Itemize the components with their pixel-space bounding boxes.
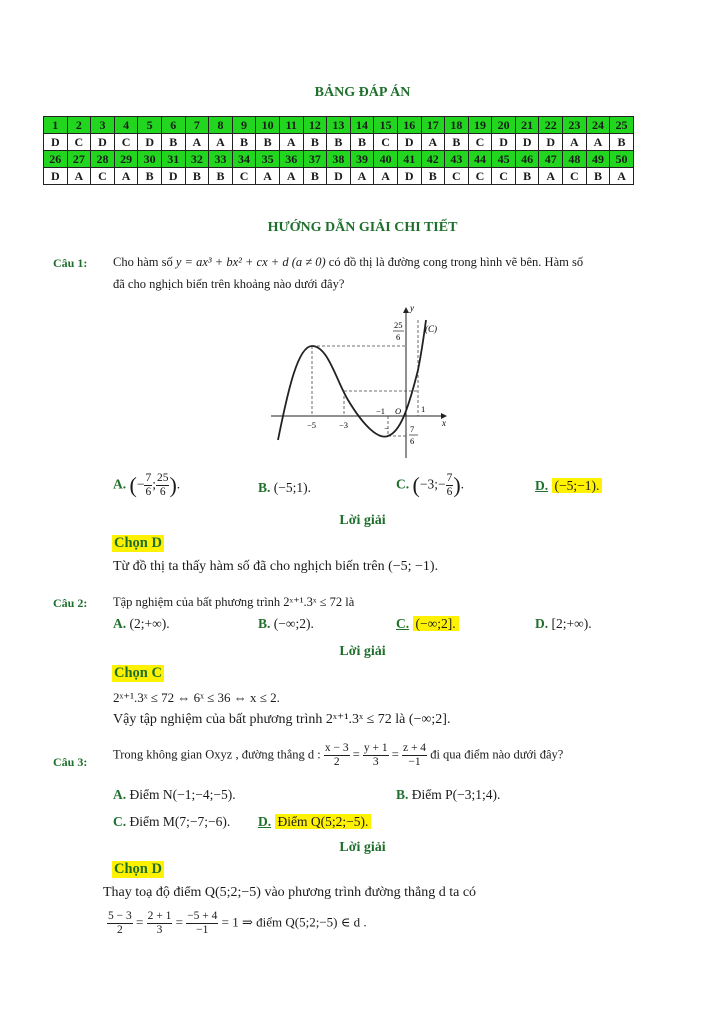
q3-explanation: Thay toạ độ điểm Q(5;2;−5) vào phương trình đường thẳng d ta có bbox=[103, 885, 477, 900]
q3-choice: Chọn D bbox=[114, 861, 162, 877]
answer-letter-cell: B bbox=[445, 134, 469, 151]
tick-m3: −3 bbox=[339, 420, 349, 430]
answer-letter-cell: C bbox=[468, 134, 492, 151]
q2-solution-title: Lời giải bbox=[339, 644, 386, 659]
answer-number-cell: 41 bbox=[397, 151, 421, 168]
q1-option-b[interactable]: B. (−5;1). bbox=[258, 480, 311, 495]
answer-number-cell: 12 bbox=[303, 117, 327, 134]
answer-letter-cell: B bbox=[350, 134, 374, 151]
answer-number-cell: 40 bbox=[374, 151, 398, 168]
curve-label: (C) bbox=[425, 324, 437, 334]
answer-number-cell: 11 bbox=[279, 117, 303, 134]
answer-number-cell: 3 bbox=[91, 117, 115, 134]
tick-6a: 6 bbox=[396, 332, 401, 342]
answer-number-cell: 34 bbox=[232, 151, 256, 168]
answer-letter-cell: A bbox=[350, 168, 374, 185]
q2-option-b[interactable]: B. (−∞;2). bbox=[258, 616, 314, 631]
answer-letter-cell: D bbox=[397, 168, 421, 185]
answer-number-cell: 35 bbox=[256, 151, 280, 168]
answer-letter-cell: C bbox=[91, 168, 115, 185]
q3-solution-title: Lời giải bbox=[339, 840, 386, 855]
answer-letter-cell: B bbox=[303, 168, 327, 185]
q3-option-b[interactable]: B. Điểm P(−3;1;4). bbox=[396, 787, 501, 802]
answer-number-cell: 28 bbox=[91, 151, 115, 168]
answer-letter-cell: D bbox=[515, 134, 539, 151]
answer-number-cell: 7 bbox=[185, 117, 209, 134]
answer-number-cell: 4 bbox=[114, 117, 138, 134]
q1-text: Cho hàm số y = ax³ + bx² + cx + d (a ≠ 0) có đồ thị là đường cong trong hình vẽ bên. Hàm số đã cho nghịch biến trên khoảng nào dưới đây? bbox=[113, 255, 584, 291]
q1-graph bbox=[268, 300, 458, 460]
q2-label: Câu 2: bbox=[53, 596, 88, 610]
answer-number-cell: 20 bbox=[492, 117, 516, 134]
answer-letter-cell: C bbox=[445, 168, 469, 185]
answer-number-cell: 48 bbox=[563, 151, 587, 168]
answer-number-cell: 21 bbox=[515, 117, 539, 134]
answer-number-cell: 18 bbox=[445, 117, 469, 134]
answer-number-cell: 5 bbox=[138, 117, 162, 134]
answer-number-cell: 37 bbox=[303, 151, 327, 168]
q2-conclusion: Vậy tập nghiệm của bất phương trình 2ˣ⁺¹.3ˣ ≤ 72 là (−∞;2]. bbox=[113, 712, 451, 727]
answer-letter-cell: B bbox=[303, 134, 327, 151]
answer-letter-cell: D bbox=[44, 134, 68, 151]
answer-letter-cell: C bbox=[563, 168, 587, 185]
answer-number-cell: 36 bbox=[279, 151, 303, 168]
q2-choice: Chọn C bbox=[114, 665, 162, 681]
answer-letter-cell: B bbox=[421, 168, 445, 185]
answer-letter-cell: A bbox=[185, 134, 209, 151]
answer-number-cell: 46 bbox=[515, 151, 539, 168]
answer-number-cell: 17 bbox=[421, 117, 445, 134]
answer-number-cell: 16 bbox=[397, 117, 421, 134]
answer-number-cell: 9 bbox=[232, 117, 256, 134]
answer-number-cell: 25 bbox=[610, 117, 634, 134]
answer-letter-cell: A bbox=[67, 168, 91, 185]
answer-letter-cell: D bbox=[91, 134, 115, 151]
answer-letter-cell: C bbox=[67, 134, 91, 151]
tick-7: 7 bbox=[410, 424, 415, 434]
answer-number-cell: 49 bbox=[586, 151, 610, 168]
q2-option-a[interactable]: A. (2;+∞). bbox=[113, 616, 170, 631]
answer-number-cell: 14 bbox=[350, 117, 374, 134]
answer-letter-cell: B bbox=[256, 134, 280, 151]
answer-letter-cell: A bbox=[279, 134, 303, 151]
section-title: HƯỚNG DẪN GIẢI CHI TIẾT bbox=[267, 220, 458, 235]
answer-letter-cell: B bbox=[232, 134, 256, 151]
answer-number-cell: 33 bbox=[209, 151, 233, 168]
answer-number-cell: 42 bbox=[421, 151, 445, 168]
answer-number-cell: 22 bbox=[539, 117, 563, 134]
answer-letter-cell: D bbox=[138, 134, 162, 151]
answer-number-cell: 8 bbox=[209, 117, 233, 134]
answer-number-cell: 24 bbox=[586, 117, 610, 134]
answer-letter-cell: A bbox=[209, 134, 233, 151]
q1-choice: Chọn D bbox=[114, 535, 162, 551]
answer-number-cell: 27 bbox=[67, 151, 91, 168]
answer-number-cell: 26 bbox=[44, 151, 68, 168]
answer-letter-cell: A bbox=[610, 168, 634, 185]
answer-number-cell: 50 bbox=[610, 151, 634, 168]
answer-letter-cell: C bbox=[232, 168, 256, 185]
q3-equation: $\frac{5 - 3}{2}$ = $\frac{2 + 1}{3}$ = $\frac{-5 + 4}{-1}$ = 1 ⇒ điểm Q(5;2;−5) ∈ d . bbox=[108, 910, 367, 936]
answer-key-title: BẢNG ĐÁP ÁN bbox=[314, 85, 411, 100]
q1-option-a[interactable]: A. (− $\frac{7}{6}$ ; $\frac{25}{6}$ ). bbox=[113, 472, 181, 498]
answer-number-cell: 32 bbox=[185, 151, 209, 168]
answer-number-cell: 23 bbox=[563, 117, 587, 134]
answer-letter-cell: B bbox=[586, 168, 610, 185]
q3-label: Câu 3: bbox=[53, 755, 88, 769]
answer-letter-cell: A bbox=[539, 168, 563, 185]
answer-number-cell: 30 bbox=[138, 151, 162, 168]
answer-letter-cell: A bbox=[279, 168, 303, 185]
answer-number-cell: 43 bbox=[445, 151, 469, 168]
answer-letter-cell: A bbox=[586, 134, 610, 151]
answer-letter-cell: D bbox=[539, 134, 563, 151]
q3-option-d[interactable]: D. Điểm Q(5;2;−5). bbox=[258, 814, 371, 830]
tick-minus: − bbox=[384, 423, 389, 433]
answer-letter-cell: C bbox=[114, 134, 138, 151]
answer-letter-cell: D bbox=[327, 168, 351, 185]
q2-text: Tập nghiệm của bất phương trình 2ˣ⁺¹.3ˣ ≤ 72 là bbox=[113, 595, 355, 609]
answer-letter-cell: C bbox=[374, 134, 398, 151]
answer-letter-cell: A bbox=[114, 168, 138, 185]
tick-25: 25 bbox=[394, 320, 403, 330]
answer-letter-cell: D bbox=[161, 168, 185, 185]
q2-step: 2ˣ⁺¹.3ˣ ≤ 72 ⇔ 6ˣ ≤ 36 ⇔ x ≤ 2. bbox=[113, 690, 280, 705]
x-axis-label: x bbox=[442, 418, 446, 428]
answer-letter-cell: D bbox=[44, 168, 68, 185]
answer-number-cell: 15 bbox=[374, 117, 398, 134]
tick-m5: −5 bbox=[307, 420, 317, 430]
tick-m1: −1 bbox=[376, 406, 386, 416]
answer-letter-cell: D bbox=[492, 134, 516, 151]
q1-option-c[interactable]: C. (−3;− $\frac{7}{6}$ ). bbox=[396, 472, 465, 498]
answer-table bbox=[43, 116, 634, 185]
answer-letter-cell: C bbox=[468, 168, 492, 185]
tick-1: 1 bbox=[421, 404, 426, 414]
q2-option-d[interactable]: D. [2;+∞). bbox=[535, 616, 592, 631]
answer-number-cell: 31 bbox=[161, 151, 185, 168]
answer-number-cell: 45 bbox=[492, 151, 516, 168]
q3-option-c[interactable]: C. Điểm M(7;−7;−6). bbox=[113, 814, 231, 829]
answer-number-cell: 19 bbox=[468, 117, 492, 134]
origin-label: O bbox=[395, 406, 402, 416]
q3-text: Trong không gian Oxyz , đường thẳng d : $\frac{x - 3}{2}$ = $\frac{y + 1}{3}$ = $\frac{z + 4}{-1}$ đi qua điểm nào dưới đây? bbox=[113, 742, 564, 768]
answer-letter-cell: A bbox=[256, 168, 280, 185]
q1-option-d[interactable]: D. (−5;−1). bbox=[535, 478, 602, 494]
answer-letter-cell: A bbox=[421, 134, 445, 151]
answer-number-cell: 1 bbox=[44, 117, 68, 134]
answer-letter-cell: B bbox=[185, 168, 209, 185]
answer-number-cell: 10 bbox=[256, 117, 280, 134]
curve-c bbox=[278, 320, 426, 440]
answer-number-cell: 29 bbox=[114, 151, 138, 168]
answer-number-cell: 38 bbox=[327, 151, 351, 168]
answer-letter-cell: B bbox=[161, 134, 185, 151]
answer-number-cell: 6 bbox=[161, 117, 185, 134]
answer-letter-cell: C bbox=[492, 168, 516, 185]
answer-number-cell: 44 bbox=[468, 151, 492, 168]
tick-6b: 6 bbox=[410, 436, 415, 446]
q1-solution-title: Lời giải bbox=[339, 513, 386, 528]
answer-letter-cell: D bbox=[397, 134, 421, 151]
answer-number-cell: 47 bbox=[539, 151, 563, 168]
q2-option-c[interactable]: C. (−∞;2]. bbox=[396, 616, 459, 632]
answer-number-cell: 2 bbox=[67, 117, 91, 134]
answer-letter-cell: A bbox=[374, 168, 398, 185]
answer-letter-cell: B bbox=[209, 168, 233, 185]
answer-letter-cell: B bbox=[138, 168, 162, 185]
answer-number-cell: 39 bbox=[350, 151, 374, 168]
answer-letter-cell: B bbox=[610, 134, 634, 151]
q3-option-a[interactable]: A. Điểm N(−1;−4;−5). bbox=[113, 787, 236, 802]
answer-number-cell: 13 bbox=[327, 117, 351, 134]
y-axis-label: y bbox=[410, 303, 414, 313]
answer-letter-cell: B bbox=[515, 168, 539, 185]
answer-letter-cell: B bbox=[327, 134, 351, 151]
answer-letter-cell: A bbox=[563, 134, 587, 151]
q1-explanation: Từ đồ thị ta thấy hàm số đã cho nghịch biến trên (−5; −1). bbox=[113, 559, 439, 574]
q1-label: Câu 1: bbox=[53, 256, 88, 270]
